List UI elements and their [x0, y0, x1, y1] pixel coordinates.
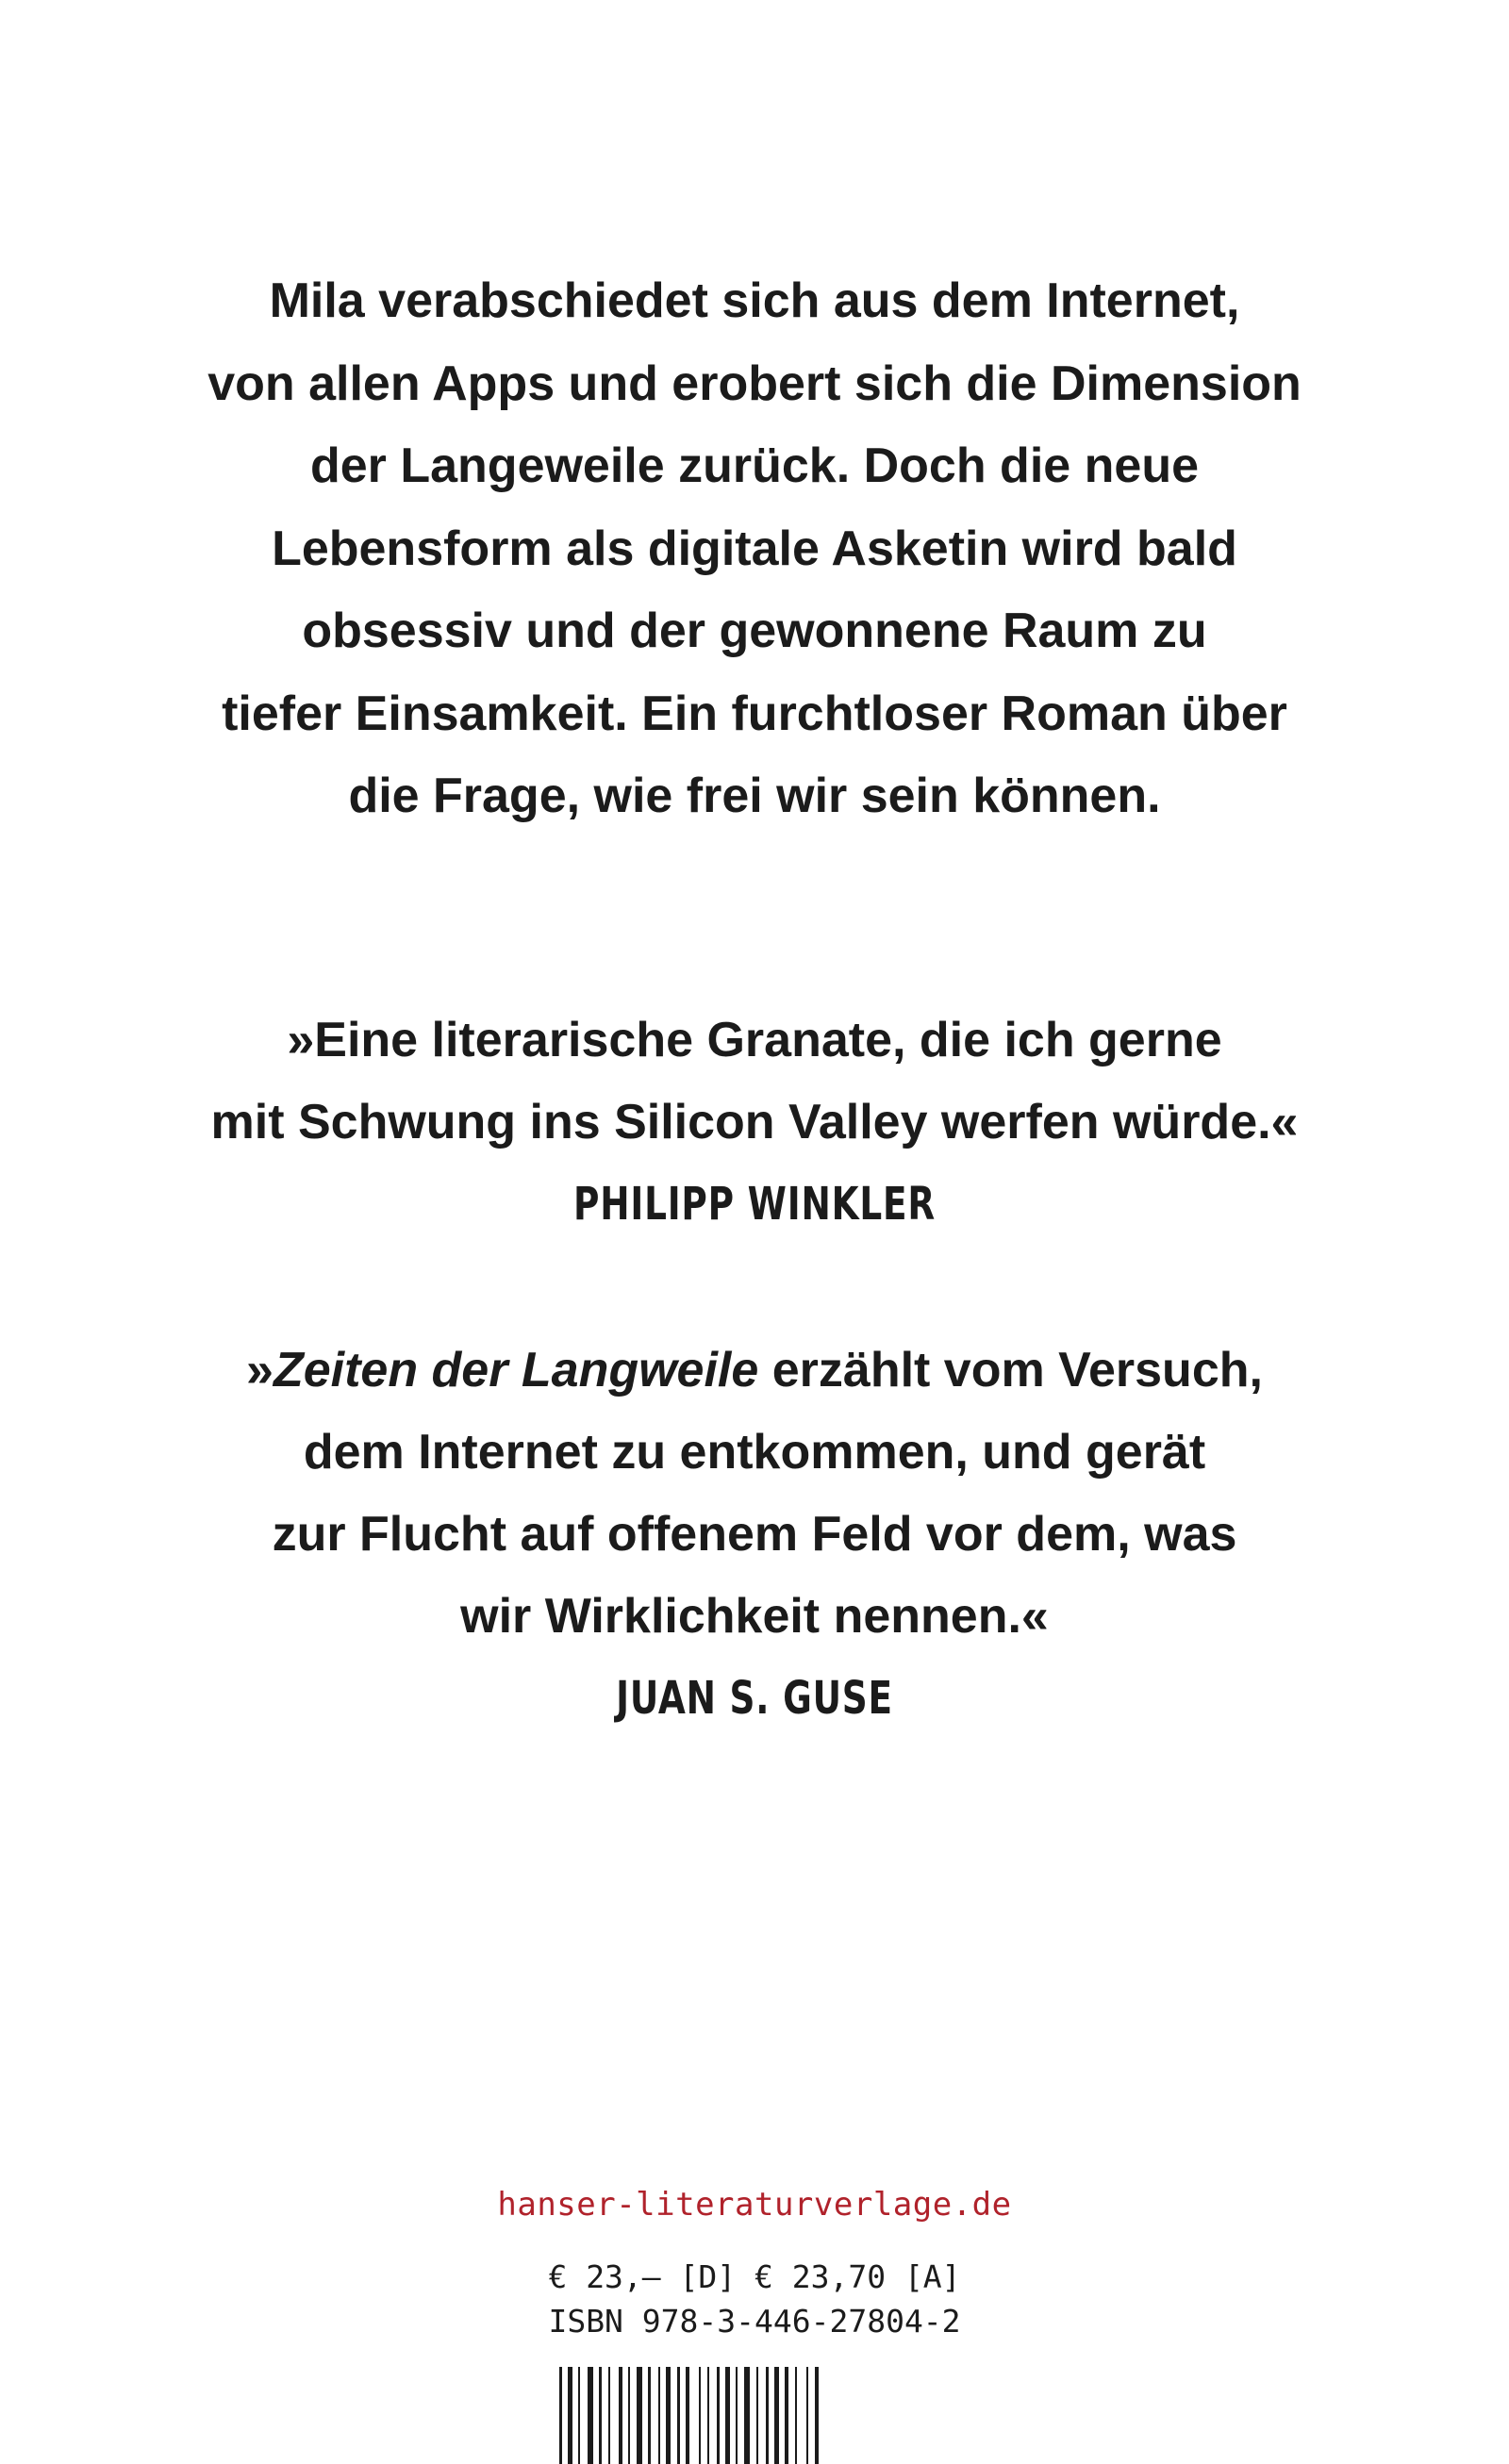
- barcode-bar: [666, 2367, 671, 2464]
- blurb-text: [0, 260, 1509, 838]
- quote-line: »Eine literarische Granate, die ich gerne: [287, 1013, 1222, 1067]
- blurb-line: Mila verabschiedet sich aus dem Internet,: [269, 273, 1240, 328]
- barcode-bar: [559, 2367, 562, 2464]
- isbn-label: ISBN 978-3-446-27804-2: [548, 2303, 961, 2340]
- publisher-url[interactable]: hanser-literaturverlage.de: [497, 2186, 1012, 2224]
- barcode-bar: [707, 2367, 709, 2464]
- barcode-bar: [637, 2367, 642, 2464]
- barcode-bar: [815, 2367, 819, 2464]
- quote-line: [0, 1330, 1509, 1412]
- blurb-line: der Langeweile zurück. Doch die neue: [309, 438, 1200, 493]
- price-label: € 23,– [D] € 23,70 [A]: [548, 2258, 961, 2295]
- barcode-bar: [806, 2367, 808, 2464]
- barcode-bar: [774, 2367, 779, 2464]
- blurb-line: die Frage, wie frei wir sein können.: [348, 769, 1161, 823]
- barcode-bar: [677, 2367, 680, 2464]
- barcode-bar: [568, 2367, 572, 2464]
- barcode-bar: [619, 2367, 622, 2464]
- barcode-bar: [578, 2367, 580, 2464]
- quote-line-rest: erzählt vom Versuch,: [758, 1343, 1263, 1397]
- barcode-bar: [744, 2367, 750, 2464]
- quote-winkler: [0, 1000, 1509, 1246]
- quote-author: PHILIPP WINKLER: [573, 1178, 936, 1231]
- barcode-bar: [725, 2367, 730, 2464]
- barcode-bar: [608, 2367, 610, 2464]
- barcode-bar: [736, 2367, 738, 2464]
- barcode-bar: [599, 2367, 602, 2464]
- barcode-bar: [756, 2367, 758, 2464]
- quote-line: wir Wirklichkeit nennen.«: [460, 1589, 1049, 1644]
- barcode-bar: [795, 2367, 797, 2464]
- barcode-bar: [686, 2367, 689, 2464]
- barcode-bar: [766, 2367, 769, 2464]
- blurb-line: Lebensform als digitale Asketin wird bald: [272, 521, 1237, 576]
- barcode-bar: [785, 2367, 788, 2464]
- blurb-line: obsessiv und der gewonnene Raum zu: [302, 604, 1207, 658]
- barcode-bar: [658, 2367, 660, 2464]
- blurb-line: tiefer Einsamkeit. Ein furchtloser Roman über: [222, 686, 1287, 741]
- quote-author: JUAN S. GUSE: [616, 1672, 893, 1725]
- barcode-icon: [559, 2367, 955, 2464]
- quote-open-mark: »: [246, 1343, 274, 1397]
- barcode-bar: [699, 2367, 701, 2464]
- barcode-bar: [717, 2367, 720, 2464]
- barcode-bar: [648, 2367, 651, 2464]
- blurb-line: von allen Apps und erobert sich die Dimension: [207, 356, 1302, 411]
- book-title: Zeiten der Langweile: [273, 1343, 759, 1397]
- quote-guse: [0, 1330, 1509, 1740]
- quote-line: dem Internet zu entkommen, und gerät: [303, 1425, 1206, 1480]
- barcode-bar: [588, 2367, 593, 2464]
- barcode-bar: [628, 2367, 630, 2464]
- quote-line: mit Schwung ins Silicon Valley werfen würde.«: [210, 1095, 1299, 1149]
- quote-line: zur Flucht auf offenem Feld vor dem, was: [272, 1507, 1237, 1562]
